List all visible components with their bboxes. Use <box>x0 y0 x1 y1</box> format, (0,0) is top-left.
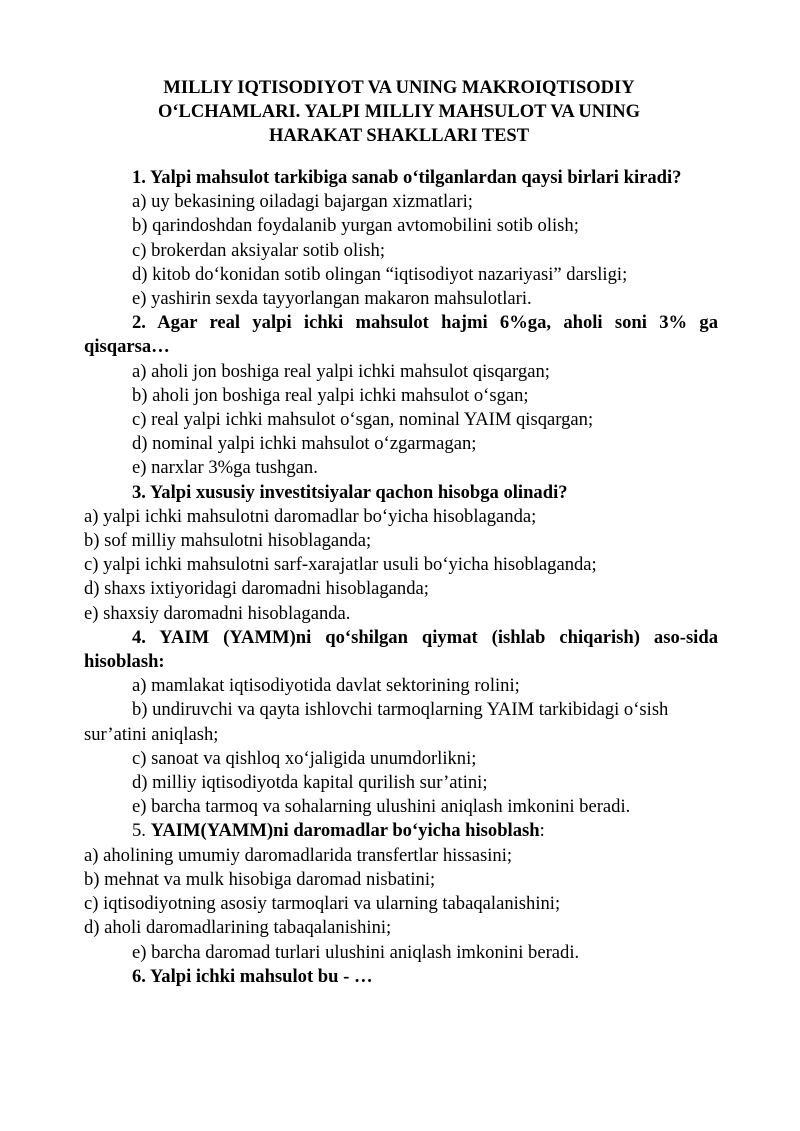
question-5-option-e: e) barcha daromad turlari ulushini aniqlash imkonini beradi. <box>132 941 580 963</box>
question-6: 6. Yalpi ichki mahsulot bu - … <box>132 965 373 987</box>
question-2-option-e: e) narxlar 3%ga tushgan. <box>132 457 318 479</box>
question-3-option-c: c) yalpi ichki mahsulotni sarf-xarajatlar usuli bo‘yicha hisoblaganda; <box>84 554 597 576</box>
question-4-option-b: b) undiruvchi va qayta ishlovchi tarmoqlarning YAIM tarkibidagi o‘sish sur’atini aniqlash; <box>84 699 669 745</box>
question-1-option-a: a) uy bekasining oiladagi bajargan xizmatlari; <box>132 191 473 213</box>
question-2: 2. Agar real yalpi ichki mahsulot hajmi 6%ga, aholi soni 3% ga qisqarsa… <box>84 312 718 358</box>
question-5-option-d: d) aholi daromadlarining tabaqalanishini; <box>84 917 392 939</box>
question-2-option-c: c) real yalpi ichki mahsulot o‘sgan, nominal YAIM qisqargan; <box>132 409 594 431</box>
question-1-option-b: b) qarindoshdan foydalanib yurgan avtomobilini sotib olish; <box>132 215 579 237</box>
document-title <box>84 76 714 148</box>
question-5-number: 5. <box>132 820 151 842</box>
question-2-option-b: b) aholi jon boshiga real yalpi ichki mahsulot o‘sgan; <box>132 384 529 406</box>
question-5-option-a: a) aholining umumiy daromadlarida transfertlar hissasini; <box>84 844 513 866</box>
question-5-suffix: : <box>539 820 545 842</box>
question-4-option-e: e) barcha tarmoq va sohalarning ulushini aniqlash imkonini beradi. <box>132 796 631 818</box>
question-5-option-b: b) mehnat va mulk hisobiga daromad nisbatini; <box>84 868 436 890</box>
title-line-2: O‘LCHAMLARI. YALPI MILLIY MAHSULOT VA UNING <box>157 102 641 122</box>
question-2-option-d: d) nominal yalpi ichki mahsulot o‘zgarmagan; <box>132 433 477 455</box>
test-content <box>84 166 718 989</box>
question-3-option-e: e) shaxsiy daromadni hisoblaganda. <box>84 602 351 624</box>
question-1: 1. Yalpi mahsulot tarkibiga sanab o‘tilganlardan qaysi birlari kiradi? <box>132 167 682 188</box>
question-5-text: YAIM(YAMM)ni daromadlar bo‘yicha hisoblash <box>150 820 540 842</box>
question-4: 4. YAIM (YAMM)ni qo‘shilgan qiymat (ishlab chiqarish) aso-sida hisoblash: <box>84 626 718 673</box>
question-5 <box>84 819 718 843</box>
question-4-option-d: d) milliy iqtisodiyotda kapital qurilish sur’atini; <box>132 772 488 794</box>
question-3-option-d: d) shaxs ixtiyoridagi daromadni hisoblaganda; <box>84 578 429 600</box>
question-1-option-c: c) brokerdan aksiyalar sotib olish; <box>132 239 386 261</box>
question-5-option-c: c) iqtisodiyotning asosiy tarmoqlari va ularning tabaqalanishini; <box>84 893 561 915</box>
question-4-option-a: a) mamlakat iqtisodiyotida davlat sektorining rolini; <box>132 675 520 697</box>
question-3-option-a: a) yalpi ichki mahsulotni daromadlar bo‘yicha hisoblaganda; <box>84 505 537 527</box>
question-3-option-b: b) sof milliy mahsulotni hisoblaganda; <box>84 530 372 552</box>
question-2-option-a: a) aholi jon boshiga real yalpi ichki mahsulot qisqargan; <box>132 360 550 382</box>
question-1-option-d: d) kitob do‘konidan sotib olingan “iqtisodiyot nazariyasi” darsligi; <box>132 263 628 285</box>
question-3: 3. Yalpi xususiy investitsiyalar qachon hisobga olinadi? <box>132 481 568 503</box>
question-1-option-e: e) yashirin sexda tayyorlangan makaron mahsulotlari. <box>132 288 532 310</box>
question-4-option-c: c) sanoat va qishloq xo‘jaligida unumdorlikni; <box>132 747 477 769</box>
title-line-1: MILLIY IQTISODIYOT VA UNING MAKROIQTISODIY <box>163 78 635 98</box>
title-line-3: HARAKAT SHAKLLARI TEST <box>268 126 530 146</box>
